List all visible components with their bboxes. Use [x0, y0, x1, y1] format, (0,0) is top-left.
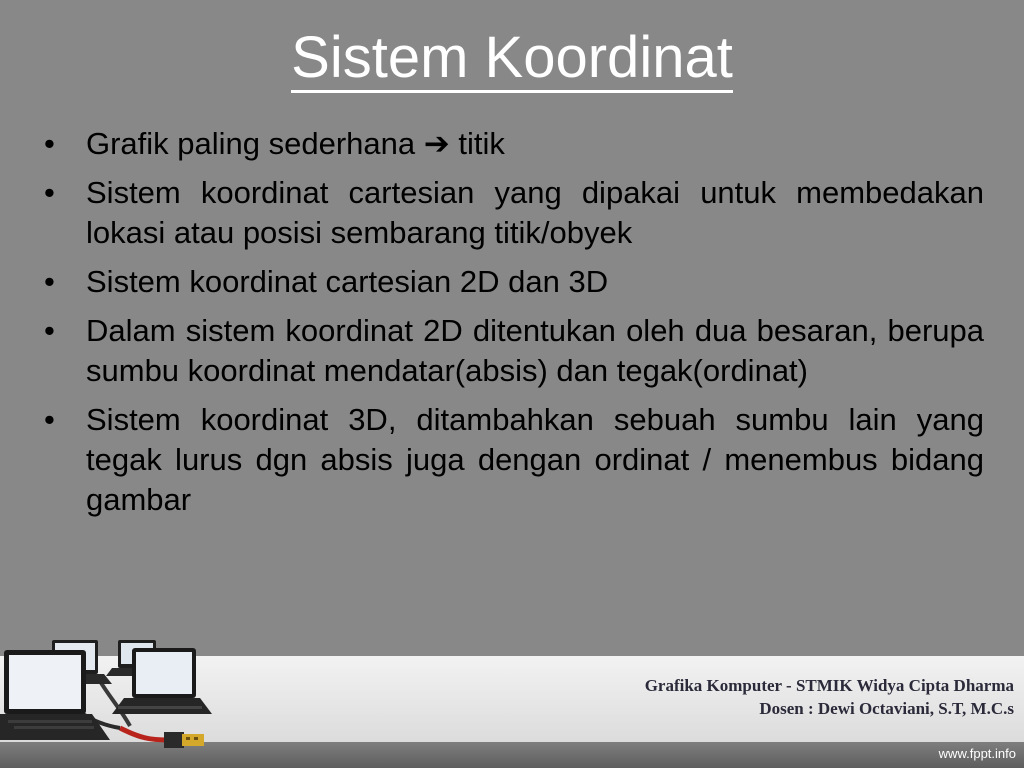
watermark-link[interactable]: www.fppt.info: [938, 746, 1016, 761]
usb-plug-icon: [164, 732, 204, 748]
bullet-item-2: • Sistem koordinat cartesian yang dipakai untuk membedakan lokasi atau posisi sembarang titik/obyek: [44, 173, 984, 253]
footer-course: Grafika Komputer - STMIK Widya Cipta Dharma: [644, 676, 1014, 695]
laptop-network-icon: [0, 628, 215, 756]
bullet-list: [44, 124, 984, 529]
footer-credits: [645, 674, 1014, 720]
bullet-item-5: • Sistem koordinat 3D, ditambahkan sebuah sumbu lain yang tegak lurus dgn absis juga dengan ordinat / menembus bidang gambar: [44, 400, 984, 520]
slide-title: [0, 20, 1024, 96]
footer-lecturer: Dosen : Dewi Octaviani, S.T, M.C.s: [759, 699, 1014, 718]
slide-title-text: Sistem Koordinat: [291, 25, 733, 93]
bullet-item-3: • Sistem koordinat cartesian 2D dan 3D: [44, 262, 984, 302]
bullet-item-4: • Dalam sistem koordinat 2D ditentukan oleh dua besaran, berupa sumbu koordinat mendatar(absis) dan tegak(ordinat): [44, 311, 984, 391]
bullet-item-1: • Grafik paling sederhana ➔ titik: [44, 124, 984, 164]
